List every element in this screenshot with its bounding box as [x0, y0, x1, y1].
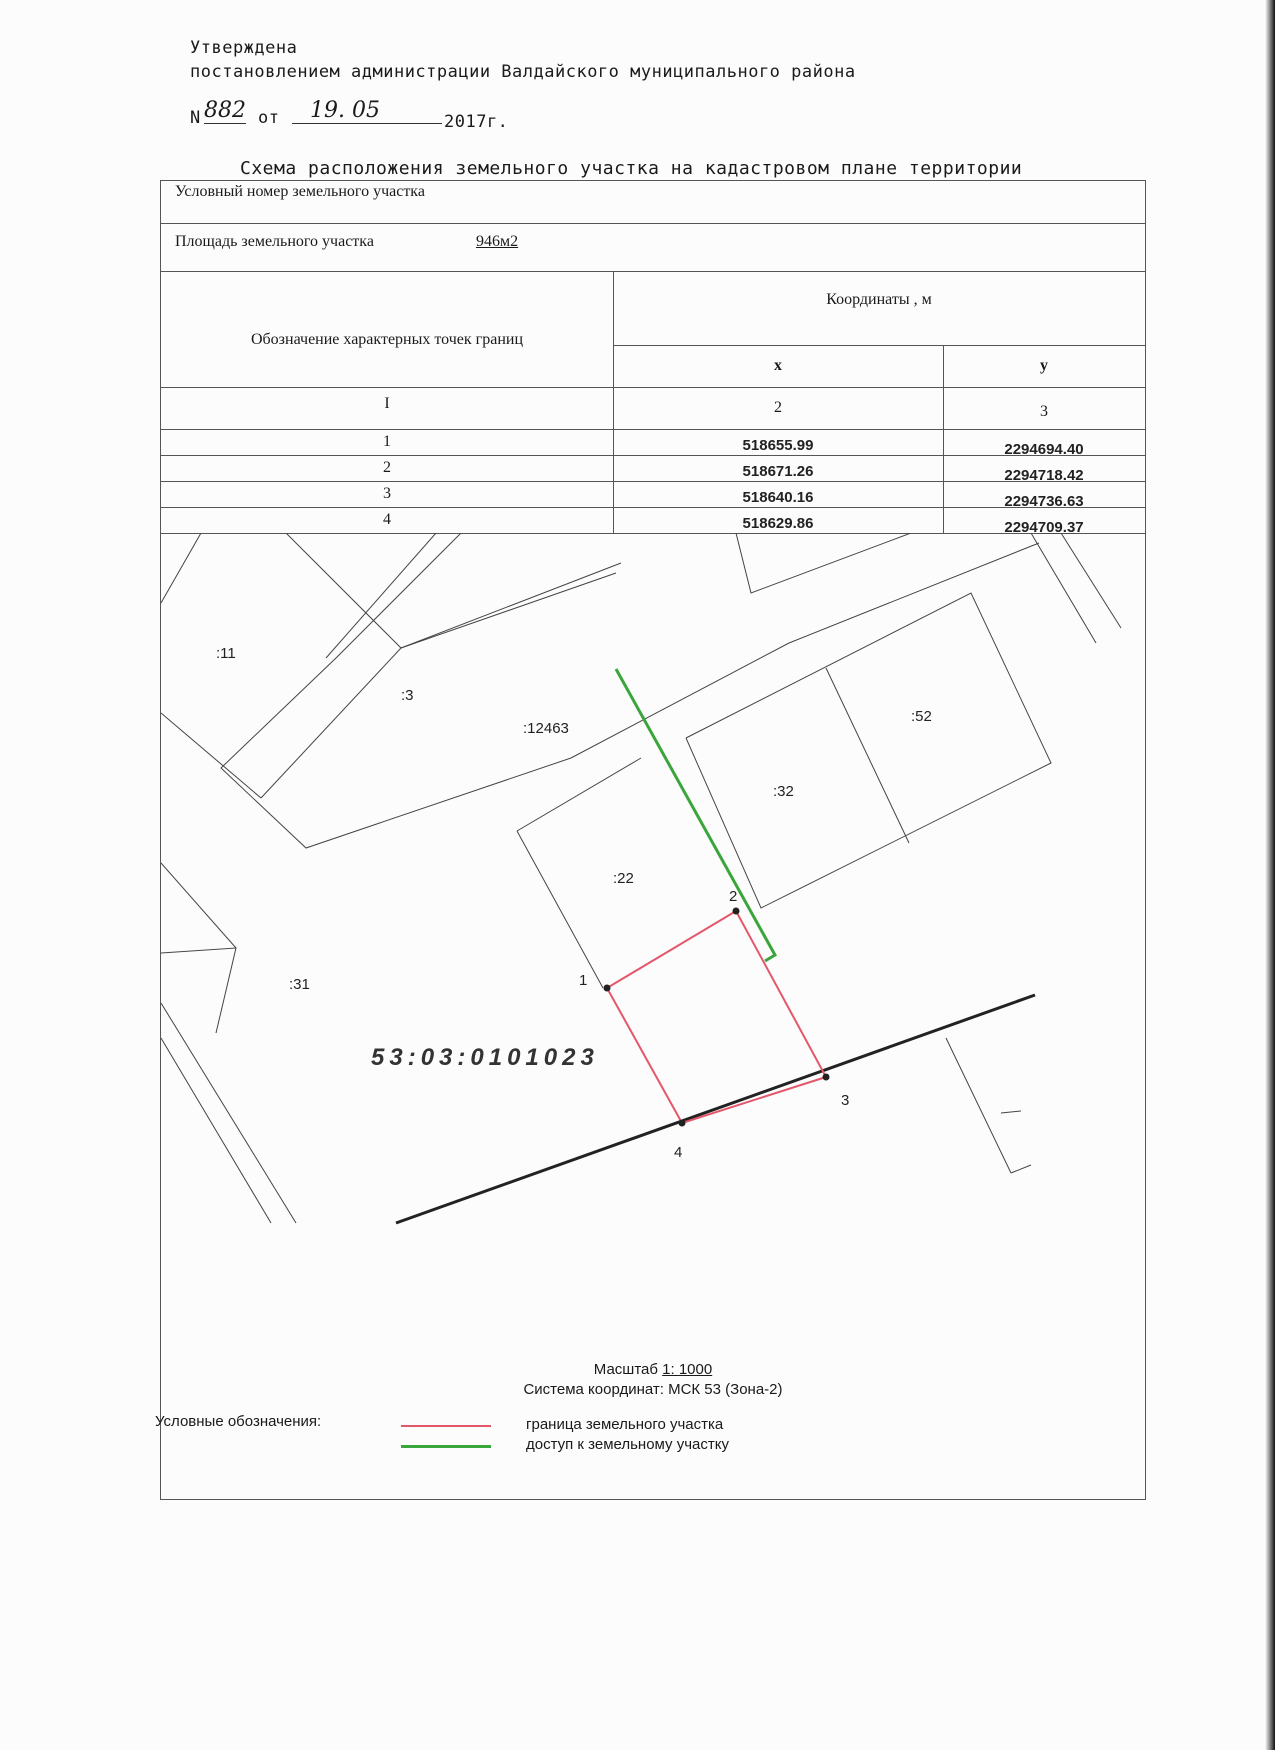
cadastral-map	[161, 533, 1145, 1333]
scale-value: 1: 1000	[662, 1361, 713, 1378]
parcel-edge	[161, 948, 236, 1033]
schema-frame	[155, 180, 1146, 1500]
decree-text: постановлением администрации Валдайского муниципального района	[190, 62, 856, 82]
parcel-edge	[401, 573, 616, 648]
parcel-edge	[326, 533, 436, 658]
point-label-4: 4	[674, 1144, 683, 1161]
parcel-label-31: :31	[289, 976, 310, 993]
street-line	[396, 995, 1035, 1223]
boundary-point-1	[604, 985, 611, 992]
area-row	[161, 223, 1145, 272]
parcel-edge	[517, 758, 641, 831]
row-point: 1	[383, 433, 391, 450]
parcel-label-22: :22	[613, 870, 634, 887]
point-label-3: 3	[841, 1092, 850, 1109]
cadastral-number: 53:03:0101023	[371, 1044, 599, 1071]
table-divider	[613, 345, 1145, 346]
scale-line	[161, 1361, 1145, 1378]
from-text: от	[258, 108, 280, 128]
row-y: 2294736.63	[1004, 493, 1084, 510]
parcel-label-3: :3	[401, 687, 414, 704]
parcel-outlines	[161, 533, 1121, 1223]
col-number-1: I	[384, 395, 390, 412]
parcel-edge	[1031, 533, 1096, 643]
parcel-label-11: :11	[216, 645, 236, 662]
coord-system: Система координат: МСК 53 (Зона-2)	[523, 1381, 783, 1398]
row-x: 518629.86	[742, 515, 814, 532]
coords-header: Координаты , м	[826, 291, 932, 308]
table-divider	[161, 429, 1145, 430]
parcel-label-52: :52	[911, 708, 932, 725]
legend-label-boundary: граница земельного участка	[526, 1416, 724, 1433]
parcel-edge	[686, 593, 1051, 908]
schema-title: Схема расположения земельного участка на кадастровом плане территории	[240, 158, 1023, 179]
row-y: 2294694.40	[1004, 441, 1084, 458]
parcel-boundary	[607, 911, 826, 1123]
approved-text: Утверждена	[190, 38, 298, 58]
parcel-edge	[261, 648, 401, 798]
parcel-edge	[161, 533, 201, 603]
parcel-edge	[571, 543, 1039, 758]
row-x: 518671.26	[742, 463, 814, 480]
parcel-edge	[221, 533, 571, 848]
parcel-edge	[286, 533, 621, 648]
legend-title: Условные обозначения:	[155, 1413, 322, 1430]
point-label-1: 1	[579, 972, 588, 989]
row-point: 4	[383, 511, 391, 528]
row-y: 2294709.37	[1004, 519, 1084, 536]
parcel-edge	[161, 1038, 271, 1223]
parcel-edge	[1001, 1111, 1021, 1113]
parcel-edge	[517, 831, 603, 988]
scale-label: Масштаб	[593, 1361, 658, 1378]
x-header: x	[774, 357, 782, 374]
point-label-2: 2	[729, 888, 738, 905]
parcel-edge	[826, 668, 909, 843]
row-y: 2294718.42	[1004, 467, 1084, 484]
parcel-edge	[1011, 1165, 1031, 1173]
legend-swatch-boundary	[401, 1425, 491, 1427]
parcel-edge	[161, 863, 236, 948]
legend-swatch-access	[401, 1445, 491, 1448]
legend-label-access: доступ к земельному участку	[526, 1436, 729, 1453]
boundary-point-2	[733, 908, 740, 915]
decree-year: 2017г.	[444, 112, 509, 132]
area-label: Площадь земельного участка	[175, 233, 374, 250]
boundary-point-3	[823, 1074, 830, 1081]
parcel-label-32: :32	[773, 783, 794, 800]
decree-date: 19. 05	[292, 98, 442, 124]
conditional-number-row	[161, 181, 1145, 224]
parcel-edge	[161, 1003, 296, 1223]
row-x: 518655.99	[742, 437, 814, 454]
parcel-label-12463: :12463	[523, 720, 569, 737]
decree-number: 882	[204, 98, 246, 123]
scan-edge	[1265, 0, 1275, 1750]
conditional-number-label: Условный номер земельного участка	[175, 183, 425, 200]
row-point: 2	[383, 459, 391, 476]
parcel-edge	[1061, 533, 1121, 628]
points-header: Обозначение характерных точек границ	[250, 331, 523, 348]
number-prefix: N	[190, 108, 201, 128]
row-x: 518640.16	[742, 489, 814, 506]
y-header: у	[1040, 357, 1048, 374]
parcel-edge	[161, 713, 261, 798]
area-value: 946м2	[476, 233, 519, 250]
table-divider	[161, 387, 1145, 388]
row-point: 3	[383, 485, 391, 502]
parcel-edge	[946, 1038, 1011, 1173]
col-number-2: 2	[774, 399, 782, 416]
boundary-point-4	[679, 1120, 686, 1127]
access-line	[616, 669, 775, 961]
col-number-3: 3	[1040, 403, 1048, 420]
parcel-edge	[736, 533, 911, 593]
